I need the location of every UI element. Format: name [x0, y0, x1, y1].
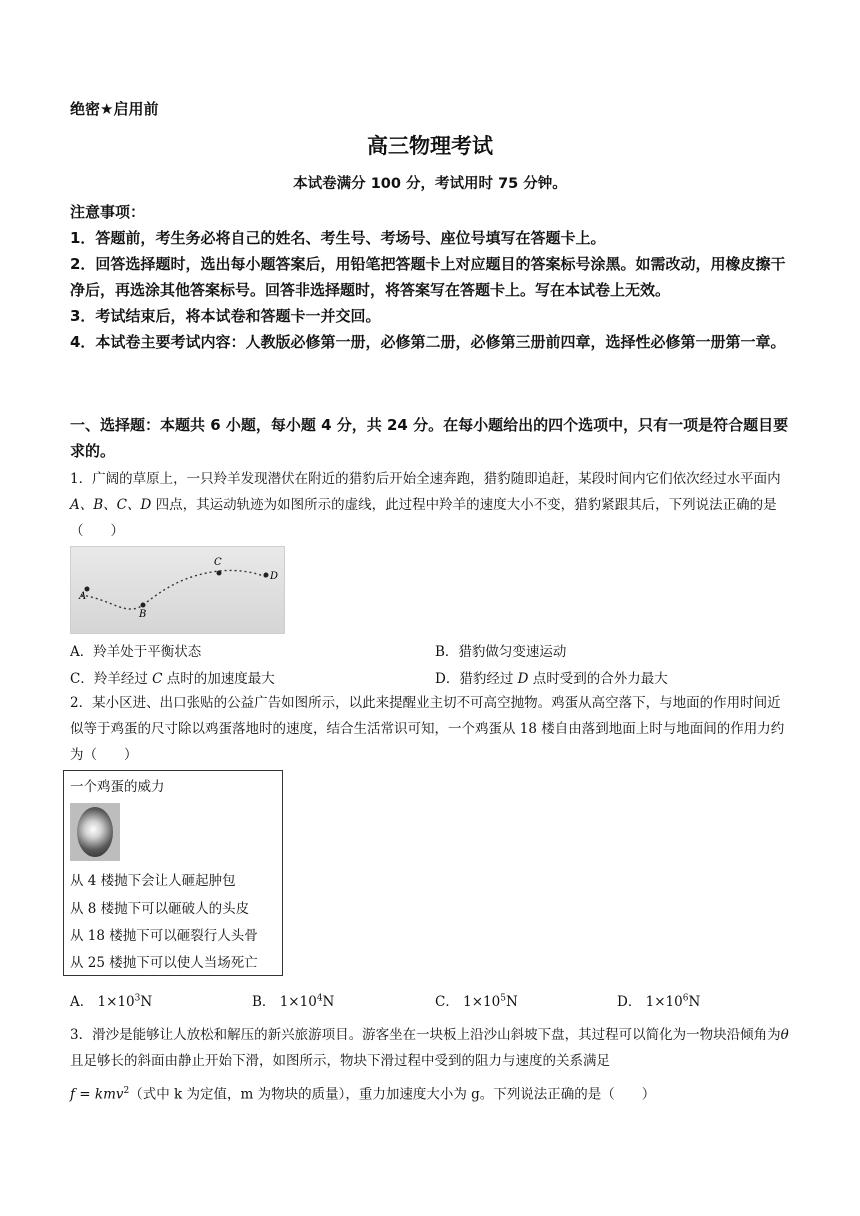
q2-option-a-unit: N	[140, 994, 153, 1010]
q3-theta: θ	[780, 1027, 789, 1043]
section-heading: 一、选择题：本题共 6 小题，每小题 4 分，共 24 分。在每小题给出的四个选项中，只有一项是符合题目要求的。	[70, 416, 789, 460]
q1-option-d[interactable]	[435, 667, 668, 687]
q2-option-c-label: C．	[435, 994, 459, 1010]
q2-option-a-label: A．	[70, 994, 94, 1010]
q2-poster	[63, 770, 283, 976]
poster-line-4: 从 25 楼抛下可以使人当场死亡	[70, 955, 258, 971]
q2-option-d-label: D．	[617, 994, 642, 1010]
confidential-label: 绝密★启用前	[70, 100, 159, 118]
page-title: 高三物理考试	[367, 134, 493, 158]
point-c	[217, 571, 222, 576]
q1-stem-part-b: 四点，其运动轨迹为如图所示的虚线，此过程中羚羊的速度大小不变，猎豹紧跟其后，下列说法正确的是（ ）	[70, 497, 777, 539]
q1-option-c[interactable]	[70, 667, 275, 687]
q2-option-b-base: 1×10	[279, 994, 317, 1010]
poster-title: 一个鸡蛋的威力	[70, 779, 165, 795]
q1-option-c-var: C	[152, 671, 163, 687]
label-b: B	[139, 609, 147, 620]
label-a: A	[79, 591, 87, 602]
poster-line-1: 从 4 楼抛下会让人砸起肿包	[70, 873, 236, 889]
q2-option-b[interactable]	[252, 990, 334, 1010]
point-d	[264, 573, 269, 578]
q1-trajectory-figure	[70, 546, 285, 634]
q2-option-d[interactable]	[617, 990, 700, 1010]
exam-subtitle: 本试卷满分 100 分，考试用时 75 分钟。	[293, 176, 567, 192]
q1-stem-points: A、B、C、D	[70, 497, 152, 513]
q1-option-b[interactable]: B．猎豹做匀变速运动	[435, 644, 567, 660]
q2-option-d-unit: N	[688, 994, 701, 1010]
q3-formula-rhs: kmv	[94, 1086, 124, 1103]
q1-option-c-pre: C．羚羊经过	[70, 671, 153, 687]
notice-item-1: 1．答题前，考生务必将自己的姓名、考生号、考场号、座位号填写在答题卡上。	[70, 229, 606, 247]
trajectory-path	[81, 570, 266, 609]
q2-option-b-label: B．	[252, 994, 276, 1010]
point-b	[141, 603, 146, 608]
label-c: C	[214, 557, 222, 568]
q3-stem-part-c: （式中 k 为定值，m 为物块的质量），重力加速度大小为 g。下列说法正确的是（ ）	[129, 1086, 656, 1103]
q2-option-d-base: 1×10	[645, 994, 683, 1010]
notice-item-4: 4．本试卷主要考试内容：人教版必修第一册，必修第二册，必修第三册前四章，选择性必修第一册第一章。	[70, 333, 786, 351]
q2-option-a-exp: 3	[134, 993, 141, 1004]
q2-option-c-base: 1×10	[463, 994, 501, 1010]
q2-option-b-exp: 4	[316, 993, 323, 1004]
notice-item-2: 2．回答选择题时，选出每小题答案后，用铅笔把答题卡上对应题目的答案标号涂黑。如需改动，用橡皮擦干净后，再选涂其他答案标号。回答非选择题时，将答案写在答题卡上。写在本试卷上无效。	[70, 255, 786, 299]
notice-heading: 注意事项：	[70, 203, 146, 221]
question-2-stem: 2．某小区进、出口张贴的公益广告如图所示，以此来提醒业主切不可高空抛物。鸡蛋从高空落下，与地面的作用时间近似等于鸡蛋的尺寸除以鸡蛋落地时的速度，结合生活常识可知，一个鸡蛋从 18 楼自由落到地面上时与地面间的作用力约为（ ）	[70, 695, 785, 763]
q2-option-a[interactable]	[70, 990, 152, 1010]
q3-formula-eq: =	[75, 1086, 95, 1103]
q3-formula-lhs: f	[70, 1086, 75, 1103]
q1-option-d-post: 点时受到的合外力最大	[528, 671, 668, 687]
label-d: D	[270, 571, 279, 582]
q2-option-c-unit: N	[505, 994, 518, 1010]
question-1-stem	[70, 466, 794, 544]
notice-item-3: 3．考试结束后，将本试卷和答题卡一并交回。	[70, 307, 381, 325]
q2-option-c-exp: 5	[500, 993, 506, 1004]
q2-option-a-base: 1×10	[97, 994, 135, 1010]
egg-icon	[77, 807, 113, 857]
q2-option-c[interactable]	[435, 990, 518, 1010]
q1-option-d-var: D	[517, 671, 529, 687]
q2-option-d-exp: 6	[682, 993, 689, 1004]
q1-option-a[interactable]: A．羚羊处于平衡状态	[70, 644, 202, 660]
notice-section	[70, 199, 794, 355]
q1-option-d-pre: D．猎豹经过	[435, 671, 518, 687]
poster-line-2: 从 8 楼抛下可以砸破人的头皮	[70, 901, 250, 917]
q2-option-b-unit: N	[322, 994, 335, 1010]
trajectory-diagram	[71, 547, 284, 633]
q3-formula-exp: 2	[123, 1086, 130, 1096]
q3-stem-part-a: 3．滑沙是能够让人放松和解压的新兴旅游项目。游客坐在一块板上沿沙山斜坡下盘，其过程可以简化为一物块沿倾角为	[70, 1027, 781, 1043]
egg-image	[70, 803, 120, 861]
question-3-stem	[70, 1022, 794, 1108]
poster-line-3: 从 18 楼抛下可以砸裂行人头骨	[70, 928, 258, 944]
q1-option-c-post: 点时的加速度最大	[162, 671, 275, 687]
q1-stem-part-a: 1．广阔的草原上，一只羚羊发现潜伏在附近的猎豹后开始全速奔跑，猎豹随即追赶，某段时间内它们依次经过水平面内	[70, 471, 781, 487]
q3-stem-part-b: 且足够长的斜面由静止开始下滑，如图所示，物块下滑过程中受到的阻力与速度的关系满足	[70, 1053, 610, 1069]
